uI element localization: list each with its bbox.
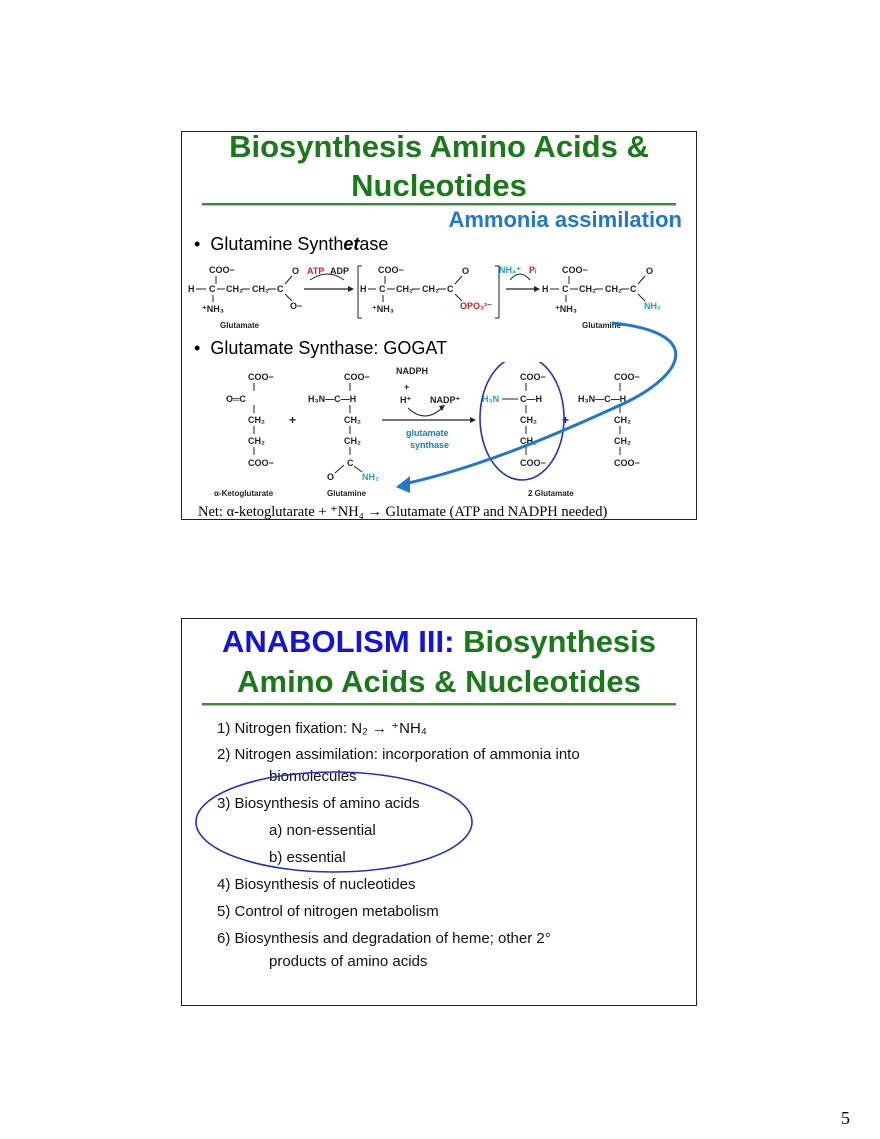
- net-equation: Net: α-ketoglutarate + ⁺NH₄ → Glutamate (ATP and NADPH needed): [198, 504, 608, 520]
- atp-label: ATP: [307, 266, 325, 276]
- gln-nh2: NH₂: [644, 301, 661, 311]
- nadp-label: NADP⁺: [430, 395, 461, 405]
- gln2-h3n-c-h: H₃N—C—H: [308, 394, 357, 404]
- gln-h: H: [542, 284, 549, 294]
- int-opo3: OPO₃²⁻: [460, 301, 492, 311]
- pi-label: Pᵢ: [529, 265, 537, 275]
- int-ch2-b: CH₂: [422, 284, 439, 294]
- slide1-subtitle: Ammonia assimilation: [448, 207, 682, 232]
- glu-a-coo-bot: COO−: [520, 458, 546, 468]
- int-ch2-a: CH₂: [396, 284, 413, 294]
- gln-coo: COO−: [562, 265, 588, 275]
- glu-o-minus: O−: [290, 301, 303, 311]
- list-item: 6) Biosynthesis and degradation of heme; other 2°: [217, 930, 551, 947]
- nh4-label: NH₄⁺: [499, 265, 522, 275]
- glu-a-ch2-a: CH₂: [520, 415, 537, 425]
- akg-coo-top: COO−: [248, 372, 274, 382]
- glutamine2-label: Glutamine: [327, 489, 367, 498]
- slide2-title-line1: [182, 624, 696, 660]
- glu-o: O: [292, 266, 300, 276]
- nadph-label: NADPH: [396, 366, 429, 376]
- slide-anabolism-overview: [181, 618, 697, 1006]
- gln-ch2-a: CH₂: [579, 284, 596, 294]
- list-item: 5) Control of nitrogen metabolism: [217, 903, 439, 920]
- akg-ch2-a: CH₂: [248, 415, 265, 425]
- list-item: 2) Nitrogen assimilation: incorporation of ammonia into: [217, 746, 580, 763]
- akg-o-eq-c: O═C: [226, 394, 246, 404]
- int-nh3: ⁺NH₃: [372, 304, 394, 314]
- gln-o: O: [646, 266, 654, 276]
- list-item: products of amino acids: [269, 953, 428, 970]
- slide2-title-rule: [202, 703, 676, 706]
- list-item: 1) Nitrogen fixation: N₂ → ⁺NH₄: [217, 720, 427, 737]
- gln2-nh2: NH₂: [362, 472, 379, 482]
- gln2-ch2-b: CH₂: [344, 436, 361, 446]
- glu-b-h3n-c-h: H₃N—C—H: [578, 394, 627, 404]
- glu-h: H: [188, 284, 195, 294]
- glutamate-label: Glutamate: [220, 321, 260, 330]
- h-plus-label: H⁺: [400, 395, 412, 405]
- gln-c: C: [562, 284, 569, 294]
- list-item: b) essential: [269, 849, 346, 866]
- recycle-arrow: [182, 132, 698, 521]
- akg-coo-bot: COO−: [248, 458, 274, 468]
- glutamine-label: Glutamine: [582, 321, 622, 330]
- glu-ch2-a: CH₂: [226, 284, 243, 294]
- glu-c: C: [209, 284, 216, 294]
- bullet1-text-suffix: ase: [359, 234, 389, 254]
- glu-b-coo: COO−: [614, 372, 640, 382]
- bullet1-text-prefix: Glutamine Synth: [210, 234, 344, 254]
- int-coo: COO−: [378, 265, 404, 275]
- glu-b-coo-bot: COO−: [614, 458, 640, 468]
- int-c2: C: [447, 284, 454, 294]
- gln-c2: C: [630, 284, 637, 294]
- slide2-title-line2: Amino Acids & Nucleotides: [237, 664, 641, 699]
- slide1-title-line2: Nucleotides: [351, 168, 527, 203]
- gln2-c: C: [347, 458, 354, 468]
- int-c: C: [379, 284, 386, 294]
- enzyme-label-2: synthase: [410, 440, 450, 450]
- title-anabolism: ANABOLISM III:: [221, 624, 455, 659]
- glu-ch2-b: CH₂: [252, 284, 269, 294]
- amino-acid-highlight-ellipse: [192, 769, 482, 879]
- int-o: O: [462, 266, 470, 276]
- glu-c2: C: [277, 284, 284, 294]
- glu-a-coo: COO−: [520, 372, 546, 382]
- glu-nh3: ⁺NH₃: [202, 304, 224, 314]
- slide1-title-line1: Biosynthesis Amino Acids &: [229, 129, 649, 164]
- list-item: a) non-essential: [269, 822, 376, 839]
- gln2-coo: COO−: [344, 372, 370, 382]
- enzyme-label-1: glutamate: [406, 428, 449, 438]
- gln2-o: O: [327, 472, 335, 482]
- plus-1: +: [289, 413, 297, 427]
- gln-nh3: ⁺NH₃: [555, 304, 577, 314]
- bullet-dot: •: [194, 234, 211, 254]
- bullet-dot: •: [194, 338, 211, 358]
- list-item: 4) Biosynthesis of nucleotides: [217, 876, 416, 893]
- glu-b-ch2-b: CH₂: [614, 436, 631, 446]
- int-h: H: [360, 284, 367, 294]
- gln-ch2-b: CH₂: [605, 284, 622, 294]
- page-number: 5: [841, 1108, 850, 1128]
- glu-a-ch2-b: CH₂: [520, 436, 537, 446]
- bullet2-text: Glutamate Synthase: GOGAT: [210, 338, 448, 358]
- gln2-ch2-a: CH₂: [344, 415, 361, 425]
- list-item: 3) Biosynthesis of amino acids: [217, 795, 420, 812]
- plus-2: +: [404, 382, 410, 392]
- glu-a-c-h: C—H: [520, 394, 542, 404]
- akg-label: α-Ketoglutarate: [214, 489, 274, 498]
- glu-coo: COO−: [209, 265, 235, 275]
- slide-glutamine-synthetase: [181, 131, 697, 520]
- bullet1-text-emphasis: et: [343, 234, 360, 254]
- glu-b-ch2-a: CH₂: [614, 415, 631, 425]
- list-item: biomolecules: [269, 768, 357, 785]
- plus-3: +: [562, 413, 570, 427]
- title-biosynthesis: Biosynthesis: [454, 624, 657, 659]
- glu-a-h3n: H₃N: [482, 394, 500, 404]
- two-glutamate-label: 2 Glutamate: [528, 489, 574, 498]
- akg-ch2-b: CH₂: [248, 436, 265, 446]
- adp-label: ADP: [330, 266, 350, 276]
